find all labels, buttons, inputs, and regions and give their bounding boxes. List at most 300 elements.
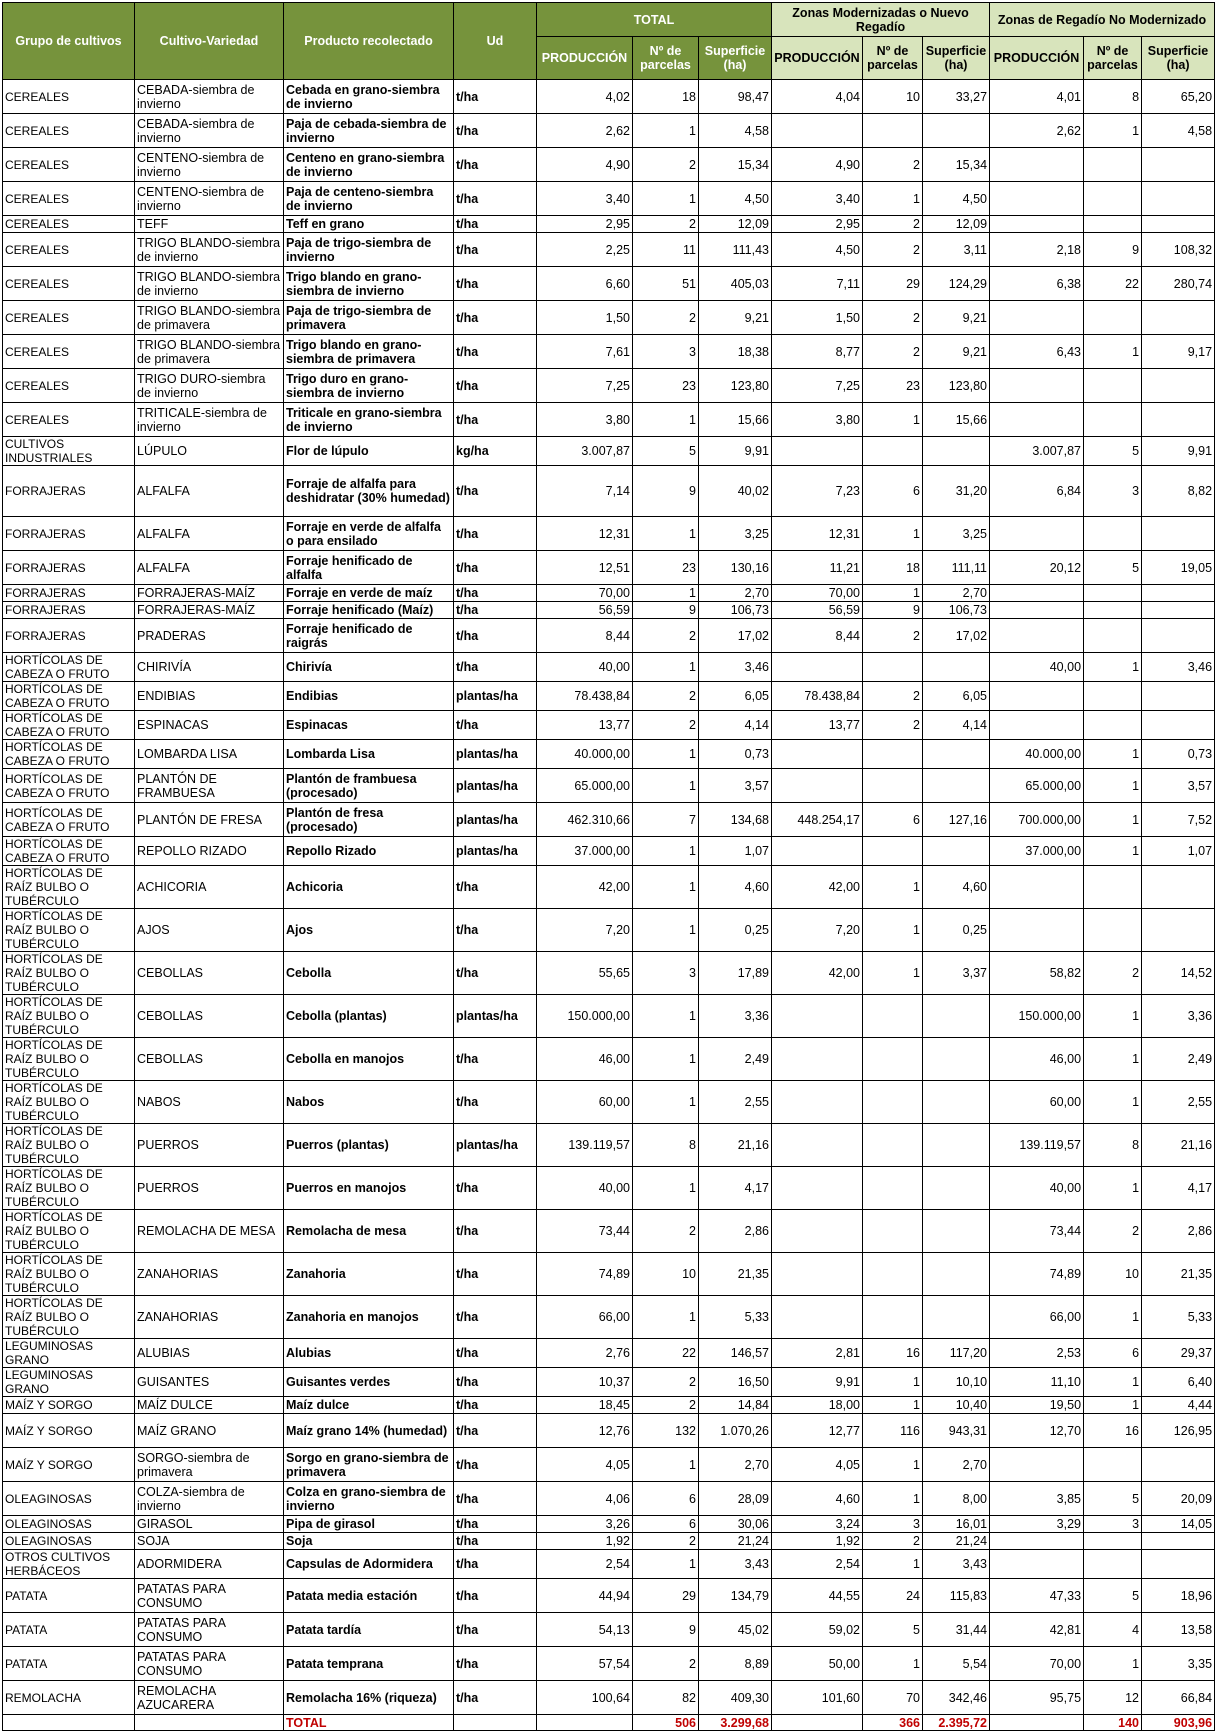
- cell-mod-parcelas: 1: [863, 1647, 923, 1681]
- cell-nomod-parcelas: [1084, 909, 1142, 952]
- cell-total-superficie: 21,24: [699, 1533, 772, 1550]
- cell-mod-produccion: 3,40: [772, 182, 863, 216]
- cell-grupo: CEREALES: [3, 301, 135, 335]
- cell-nomod-produccion: 6,84: [990, 466, 1084, 517]
- cell-total-superficie: 9,91: [699, 437, 772, 466]
- cell-producto: Capsulas de Adormidera: [284, 1550, 454, 1579]
- cell-nomod-superficie: 126,95: [1142, 1414, 1215, 1448]
- cell-ud: t/ha: [454, 711, 537, 740]
- table-row: [3, 1339, 1215, 1368]
- cell-grupo: PATATA: [3, 1579, 135, 1613]
- cell-total-parcelas: 9: [633, 466, 699, 517]
- cell-total-produccion: 3.007,87: [537, 437, 633, 466]
- table-row: [3, 1368, 1215, 1397]
- cell-total-parcelas: 1: [633, 837, 699, 866]
- cell-total-produccion: 12,51: [537, 551, 633, 585]
- cell-mod-produccion: 3,80: [772, 403, 863, 437]
- table-row: [3, 403, 1215, 437]
- cell-ud: plantas/ha: [454, 682, 537, 711]
- cell-nomod-produccion: 4,01: [990, 80, 1084, 114]
- cell-producto: Zanahoria: [284, 1253, 454, 1296]
- cell-mod-superficie: 31,44: [923, 1613, 990, 1647]
- cell-nomod-produccion: 12,70: [990, 1414, 1084, 1448]
- cell-mod-produccion: [772, 769, 863, 803]
- cell-nomod-parcelas: 1: [1084, 1397, 1142, 1414]
- cell-total-parcelas: 1: [633, 1448, 699, 1482]
- cell-grupo: OLEAGINOSAS: [3, 1516, 135, 1533]
- cell-total-parcelas: 1: [633, 1167, 699, 1210]
- cell-nomod-produccion: 139.119,57: [990, 1124, 1084, 1167]
- cell-mod-superficie: [923, 995, 990, 1038]
- table-row: [3, 803, 1215, 837]
- cell-nomod-superficie: 20,09: [1142, 1482, 1215, 1516]
- cell-producto: Trigo blando en grano-siembra de invierno: [284, 267, 454, 301]
- cell-cultivo: TRIGO DURO-siembra de invierno: [135, 369, 284, 403]
- cell-mod-superficie: 33,27: [923, 80, 990, 114]
- cell-grupo: HORTÍCOLAS DE RAÍZ BULBO O TUBÉRCULO: [3, 909, 135, 952]
- cell-ud: t/ha: [454, 1397, 537, 1414]
- cell-total-parcelas: 1: [633, 1081, 699, 1124]
- cell-nomod-parcelas: 1: [1084, 653, 1142, 682]
- table-row: [3, 602, 1215, 619]
- cell-mod-parcelas: 1: [863, 1482, 923, 1516]
- table-row: [3, 1647, 1215, 1681]
- total-row-empty: [537, 1715, 633, 1731]
- cell-ud: t/ha: [454, 1613, 537, 1647]
- cell-grupo: REMOLACHA: [3, 1681, 135, 1715]
- cell-mod-parcelas: 116: [863, 1414, 923, 1448]
- cell-grupo: HORTÍCOLAS DE RAÍZ BULBO O TUBÉRCULO: [3, 1167, 135, 1210]
- cell-total-produccion: 1,92: [537, 1533, 633, 1550]
- cell-cultivo: SOJA: [135, 1533, 284, 1550]
- cell-producto: Sorgo en grano-siembra de primavera: [284, 1448, 454, 1482]
- cell-nomod-parcelas: [1084, 585, 1142, 602]
- cell-cultivo: TRIGO BLANDO-siembra de primavera: [135, 301, 284, 335]
- cell-mod-produccion: [772, 837, 863, 866]
- cell-mod-parcelas: 23: [863, 369, 923, 403]
- cell-nomod-produccion: 37.000,00: [990, 837, 1084, 866]
- cell-mod-produccion: 18,00: [772, 1397, 863, 1414]
- cell-nomod-superficie: [1142, 301, 1215, 335]
- cell-nomod-produccion: 65.000,00: [990, 769, 1084, 803]
- cell-producto: Espinacas: [284, 711, 454, 740]
- cell-total-produccion: 13,77: [537, 711, 633, 740]
- cell-nomod-produccion: 2,53: [990, 1339, 1084, 1368]
- cell-ud: plantas/ha: [454, 995, 537, 1038]
- cell-producto: Centeno en grano-siembra de invierno: [284, 148, 454, 182]
- cell-ud: plantas/ha: [454, 740, 537, 769]
- cell-mod-superficie: 8,00: [923, 1482, 990, 1516]
- cell-nomod-superficie: [1142, 585, 1215, 602]
- cell-grupo: OLEAGINOSAS: [3, 1482, 135, 1516]
- cell-producto: Teff en grano: [284, 216, 454, 233]
- cell-total-parcelas: 22: [633, 1339, 699, 1368]
- cell-total-superficie: 2,49: [699, 1038, 772, 1081]
- cell-mod-parcelas: 1: [863, 952, 923, 995]
- cell-producto: Puerros (plantas): [284, 1124, 454, 1167]
- cell-producto: Patata media estación: [284, 1579, 454, 1613]
- cell-total-produccion: 54,13: [537, 1613, 633, 1647]
- cell-ud: t/ha: [454, 585, 537, 602]
- cell-nomod-parcelas: 3: [1084, 466, 1142, 517]
- cell-total-produccion: 7,14: [537, 466, 633, 517]
- cell-mod-superficie: 6,05: [923, 682, 990, 711]
- cell-nomod-superficie: 2,49: [1142, 1038, 1215, 1081]
- cell-nomod-superficie: 9,17: [1142, 335, 1215, 369]
- cell-mod-produccion: 9,91: [772, 1368, 863, 1397]
- cell-mod-produccion: 59,02: [772, 1613, 863, 1647]
- cell-nomod-produccion: 700.000,00: [990, 803, 1084, 837]
- cell-nomod-superficie: 29,37: [1142, 1339, 1215, 1368]
- total-row-mod-parcelas: 366: [863, 1715, 923, 1731]
- cell-cultivo: ZANAHORIAS: [135, 1296, 284, 1339]
- cell-mod-parcelas: 1: [863, 585, 923, 602]
- cell-nomod-superficie: 18,96: [1142, 1579, 1215, 1613]
- cell-cultivo: ALFALFA: [135, 517, 284, 551]
- cell-total-parcelas: 1: [633, 517, 699, 551]
- cell-nomod-produccion: [990, 619, 1084, 653]
- cell-ud: t/ha: [454, 1167, 537, 1210]
- cell-total-produccion: 65.000,00: [537, 769, 633, 803]
- cell-nomod-parcelas: 1: [1084, 1167, 1142, 1210]
- table-row: [3, 1516, 1215, 1533]
- cell-mod-superficie: 106,73: [923, 602, 990, 619]
- cell-total-superficie: 30,06: [699, 1516, 772, 1533]
- cell-total-superficie: 2,70: [699, 1448, 772, 1482]
- cell-mod-parcelas: 2: [863, 216, 923, 233]
- table-row: [3, 682, 1215, 711]
- crop-production-table: [2, 2, 1215, 1731]
- cell-grupo: HORTÍCOLAS DE CABEZA O FRUTO: [3, 711, 135, 740]
- cell-producto: Forraje henificado de raigrás: [284, 619, 454, 653]
- cell-mod-superficie: 10,10: [923, 1368, 990, 1397]
- cell-grupo: HORTÍCOLAS DE RAÍZ BULBO O TUBÉRCULO: [3, 1038, 135, 1081]
- cell-mod-parcelas: 70: [863, 1681, 923, 1715]
- cell-ud: t/ha: [454, 952, 537, 995]
- cell-mod-parcelas: 24: [863, 1579, 923, 1613]
- header-total: TOTAL: [537, 3, 772, 37]
- cell-ud: t/ha: [454, 619, 537, 653]
- cell-nomod-superficie: [1142, 216, 1215, 233]
- cell-nomod-parcelas: 1: [1084, 1081, 1142, 1124]
- cell-mod-parcelas: 16: [863, 1339, 923, 1368]
- cell-mod-produccion: 2,81: [772, 1339, 863, 1368]
- cell-total-superficie: 3,36: [699, 995, 772, 1038]
- cell-total-superficie: 4,50: [699, 182, 772, 216]
- cell-total-parcelas: 1: [633, 1296, 699, 1339]
- cell-mod-parcelas: 1: [863, 1550, 923, 1579]
- cell-ud: kg/ha: [454, 437, 537, 466]
- cell-grupo: HORTÍCOLAS DE CABEZA O FRUTO: [3, 653, 135, 682]
- cell-grupo: CULTIVOS INDUSTRIALES: [3, 437, 135, 466]
- cell-total-superficie: 5,33: [699, 1296, 772, 1339]
- cell-ud: t/ha: [454, 1550, 537, 1579]
- cell-mod-produccion: 7,11: [772, 267, 863, 301]
- cell-total-produccion: 12,31: [537, 517, 633, 551]
- total-row-empty: [772, 1715, 863, 1731]
- cell-mod-superficie: 124,29: [923, 267, 990, 301]
- cell-total-parcelas: 1: [633, 182, 699, 216]
- cell-nomod-parcelas: [1084, 517, 1142, 551]
- table-row: [3, 1081, 1215, 1124]
- cell-ud: t/ha: [454, 335, 537, 369]
- cell-mod-superficie: [923, 114, 990, 148]
- cell-nomod-produccion: 3,29: [990, 1516, 1084, 1533]
- cell-total-produccion: 74,89: [537, 1253, 633, 1296]
- cell-nomod-produccion: 150.000,00: [990, 995, 1084, 1038]
- cell-ud: t/ha: [454, 1253, 537, 1296]
- cell-mod-parcelas: [863, 1210, 923, 1253]
- cell-total-superficie: 405,03: [699, 267, 772, 301]
- cell-mod-parcelas: 2: [863, 619, 923, 653]
- cell-mod-parcelas: [863, 1038, 923, 1081]
- cell-nomod-parcelas: 1: [1084, 803, 1142, 837]
- table-row: [3, 182, 1215, 216]
- cell-producto: Paja de centeno-siembra de invierno: [284, 182, 454, 216]
- cell-cultivo: NABOS: [135, 1081, 284, 1124]
- cell-cultivo: LÚPULO: [135, 437, 284, 466]
- cell-total-produccion: 4,02: [537, 80, 633, 114]
- cell-nomod-superficie: [1142, 866, 1215, 909]
- cell-nomod-produccion: [990, 148, 1084, 182]
- cell-mod-produccion: [772, 1081, 863, 1124]
- cell-total-superficie: 18,38: [699, 335, 772, 369]
- header-ud: Ud: [454, 3, 537, 80]
- cell-total-produccion: 7,61: [537, 335, 633, 369]
- cell-mod-produccion: [772, 114, 863, 148]
- cell-grupo: HORTÍCOLAS DE RAÍZ BULBO O TUBÉRCULO: [3, 1081, 135, 1124]
- cell-cultivo: TRIGO BLANDO-siembra de invierno: [135, 267, 284, 301]
- table-row: [3, 952, 1215, 995]
- cell-nomod-parcelas: 8: [1084, 1124, 1142, 1167]
- table-row: [3, 1550, 1215, 1579]
- cell-mod-parcelas: 10: [863, 80, 923, 114]
- cell-ud: t/ha: [454, 1210, 537, 1253]
- cell-nomod-parcelas: 6: [1084, 1339, 1142, 1368]
- cell-mod-parcelas: 1: [863, 1397, 923, 1414]
- cell-nomod-parcelas: [1084, 182, 1142, 216]
- cell-mod-parcelas: [863, 1124, 923, 1167]
- header-cultivo: Cultivo-Variedad: [135, 3, 284, 80]
- header-grupo: Grupo de cultivos: [3, 3, 135, 80]
- cell-nomod-produccion: 20,12: [990, 551, 1084, 585]
- cell-total-parcelas: 132: [633, 1414, 699, 1448]
- cell-mod-produccion: 12,31: [772, 517, 863, 551]
- cell-nomod-parcelas: 1: [1084, 837, 1142, 866]
- cell-nomod-parcelas: [1084, 682, 1142, 711]
- cell-total-parcelas: 1: [633, 909, 699, 952]
- header-zonas-modernizadas: Zonas Modernizadas o Nuevo Regadío: [772, 3, 990, 37]
- cell-producto: Puerros en manojos: [284, 1167, 454, 1210]
- cell-total-superficie: 130,16: [699, 551, 772, 585]
- cell-total-parcelas: 2: [633, 216, 699, 233]
- cell-nomod-superficie: 4,17: [1142, 1167, 1215, 1210]
- cell-total-produccion: 18,45: [537, 1397, 633, 1414]
- cell-nomod-parcelas: 2: [1084, 1210, 1142, 1253]
- cell-mod-produccion: 70,00: [772, 585, 863, 602]
- cell-nomod-superficie: 9,91: [1142, 437, 1215, 466]
- cell-producto: Guisantes verdes: [284, 1368, 454, 1397]
- cell-mod-produccion: [772, 1167, 863, 1210]
- total-row: [3, 1715, 1215, 1731]
- cell-total-produccion: 2,95: [537, 216, 633, 233]
- cell-total-superficie: 21,35: [699, 1253, 772, 1296]
- cell-total-parcelas: 2: [633, 619, 699, 653]
- cell-total-produccion: 40.000,00: [537, 740, 633, 769]
- cell-mod-superficie: 0,25: [923, 909, 990, 952]
- cell-mod-superficie: 17,02: [923, 619, 990, 653]
- cell-total-produccion: 2,25: [537, 233, 633, 267]
- cell-total-parcelas: 51: [633, 267, 699, 301]
- cell-mod-parcelas: 2: [863, 682, 923, 711]
- cell-total-superficie: 40,02: [699, 466, 772, 517]
- cell-nomod-superficie: 66,84: [1142, 1681, 1215, 1715]
- cell-mod-produccion: 2,54: [772, 1550, 863, 1579]
- cell-total-superficie: 3,25: [699, 517, 772, 551]
- cell-mod-superficie: 2,70: [923, 1448, 990, 1482]
- cell-total-superficie: 12,09: [699, 216, 772, 233]
- cell-mod-superficie: [923, 1210, 990, 1253]
- header-total-superficie: Superficie (ha): [699, 37, 772, 80]
- cell-total-superficie: 2,86: [699, 1210, 772, 1253]
- cell-nomod-parcelas: [1084, 711, 1142, 740]
- header-mod-produccion: PRODUCCIÓN: [772, 37, 863, 80]
- cell-producto: Chirivía: [284, 653, 454, 682]
- cell-producto: Triticale en grano-siembra de invierno: [284, 403, 454, 437]
- table-row: [3, 769, 1215, 803]
- cell-grupo: CEREALES: [3, 267, 135, 301]
- cell-mod-parcelas: 18: [863, 551, 923, 585]
- cell-total-produccion: 4,05: [537, 1448, 633, 1482]
- cell-nomod-superficie: 8,82: [1142, 466, 1215, 517]
- cell-grupo: OLEAGINOSAS: [3, 1533, 135, 1550]
- cell-nomod-parcelas: [1084, 619, 1142, 653]
- cell-nomod-parcelas: [1084, 216, 1142, 233]
- cell-total-produccion: 10,37: [537, 1368, 633, 1397]
- cell-cultivo: CEBOLLAS: [135, 995, 284, 1038]
- cell-nomod-superficie: [1142, 1533, 1215, 1550]
- header-producto: Producto recolectado: [284, 3, 454, 80]
- cell-total-produccion: 4,90: [537, 148, 633, 182]
- total-row-empty: [135, 1715, 284, 1731]
- cell-nomod-produccion: [990, 1448, 1084, 1482]
- cell-producto: Trigo duro en grano-siembra de invierno: [284, 369, 454, 403]
- table-row: [3, 551, 1215, 585]
- cell-grupo: CEREALES: [3, 369, 135, 403]
- cell-nomod-produccion: 2,62: [990, 114, 1084, 148]
- cell-total-parcelas: 1: [633, 1550, 699, 1579]
- cell-ud: plantas/ha: [454, 1124, 537, 1167]
- cell-total-superficie: 15,34: [699, 148, 772, 182]
- cell-mod-produccion: 3,24: [772, 1516, 863, 1533]
- cell-ud: t/ha: [454, 517, 537, 551]
- cell-total-produccion: 73,44: [537, 1210, 633, 1253]
- cell-nomod-parcelas: 5: [1084, 551, 1142, 585]
- cell-nomod-produccion: 40.000,00: [990, 740, 1084, 769]
- cell-total-parcelas: 2: [633, 1210, 699, 1253]
- cell-producto: Cebolla en manojos: [284, 1038, 454, 1081]
- cell-total-parcelas: 9: [633, 1613, 699, 1647]
- table-row: [3, 1448, 1215, 1482]
- cell-producto: Achicoria: [284, 866, 454, 909]
- cell-ud: t/ha: [454, 369, 537, 403]
- cell-grupo: LEGUMINOSAS GRANO: [3, 1339, 135, 1368]
- cell-total-parcelas: 5: [633, 437, 699, 466]
- cell-mod-produccion: [772, 1253, 863, 1296]
- cell-total-parcelas: 1: [633, 585, 699, 602]
- cell-cultivo: ADORMIDERA: [135, 1550, 284, 1579]
- cell-total-superficie: 2,55: [699, 1081, 772, 1124]
- cell-grupo: FORRAJERAS: [3, 466, 135, 517]
- cell-mod-produccion: 1,92: [772, 1533, 863, 1550]
- cell-ud: t/ha: [454, 1414, 537, 1448]
- cell-ud: t/ha: [454, 866, 537, 909]
- cell-cultivo: GUISANTES: [135, 1368, 284, 1397]
- cell-mod-superficie: 3,37: [923, 952, 990, 995]
- cell-total-produccion: 7,20: [537, 909, 633, 952]
- cell-producto: Patata tardía: [284, 1613, 454, 1647]
- cell-nomod-parcelas: [1084, 403, 1142, 437]
- cell-cultivo: CEBADA-siembra de invierno: [135, 80, 284, 114]
- cell-total-produccion: 56,59: [537, 602, 633, 619]
- total-row-empty: [3, 1715, 135, 1731]
- cell-nomod-parcelas: [1084, 602, 1142, 619]
- cell-ud: plantas/ha: [454, 803, 537, 837]
- cell-cultivo: LOMBARDA LISA: [135, 740, 284, 769]
- cell-cultivo: ZANAHORIAS: [135, 1253, 284, 1296]
- cell-nomod-produccion: 40,00: [990, 653, 1084, 682]
- cell-producto: Forraje henificado (Maíz): [284, 602, 454, 619]
- cell-total-parcelas: 2: [633, 1397, 699, 1414]
- cell-total-produccion: 2,76: [537, 1339, 633, 1368]
- cell-nomod-parcelas: [1084, 148, 1142, 182]
- cell-grupo: CEREALES: [3, 114, 135, 148]
- cell-ud: t/ha: [454, 1081, 537, 1124]
- cell-nomod-produccion: [990, 1533, 1084, 1550]
- cell-total-superficie: 146,57: [699, 1339, 772, 1368]
- cell-nomod-parcelas: 12: [1084, 1681, 1142, 1715]
- cell-mod-parcelas: 1: [863, 909, 923, 952]
- cell-mod-superficie: 117,20: [923, 1339, 990, 1368]
- cell-nomod-superficie: 14,05: [1142, 1516, 1215, 1533]
- cell-mod-superficie: [923, 740, 990, 769]
- cell-total-produccion: 42,00: [537, 866, 633, 909]
- cell-nomod-parcelas: 9: [1084, 233, 1142, 267]
- total-row-mod-superficie: 2.395,72: [923, 1715, 990, 1731]
- cell-grupo: OTROS CULTIVOS HERBÁCEOS: [3, 1550, 135, 1579]
- cell-nomod-produccion: [990, 1550, 1084, 1579]
- cell-cultivo: CHIRIVÍA: [135, 653, 284, 682]
- cell-grupo: CEREALES: [3, 182, 135, 216]
- cell-mod-produccion: [772, 1038, 863, 1081]
- cell-total-parcelas: 2: [633, 301, 699, 335]
- table-row: [3, 1613, 1215, 1647]
- cell-total-superficie: 4,14: [699, 711, 772, 740]
- table-row: [3, 1397, 1215, 1414]
- cell-mod-superficie: [923, 1038, 990, 1081]
- cell-total-produccion: 40,00: [537, 653, 633, 682]
- cell-cultivo: ACHICORIA: [135, 866, 284, 909]
- cell-cultivo: ESPINACAS: [135, 711, 284, 740]
- cell-mod-produccion: 4,60: [772, 1482, 863, 1516]
- cell-cultivo: PATATAS PARA CONSUMO: [135, 1613, 284, 1647]
- cell-mod-produccion: 42,00: [772, 952, 863, 995]
- cell-ud: t/ha: [454, 653, 537, 682]
- cell-producto: Repollo Rizado: [284, 837, 454, 866]
- header-zonas-no-modernizadas: Zonas de Regadío No Modernizado: [990, 3, 1215, 37]
- cell-mod-produccion: 1,50: [772, 301, 863, 335]
- cell-cultivo: PATATAS PARA CONSUMO: [135, 1647, 284, 1681]
